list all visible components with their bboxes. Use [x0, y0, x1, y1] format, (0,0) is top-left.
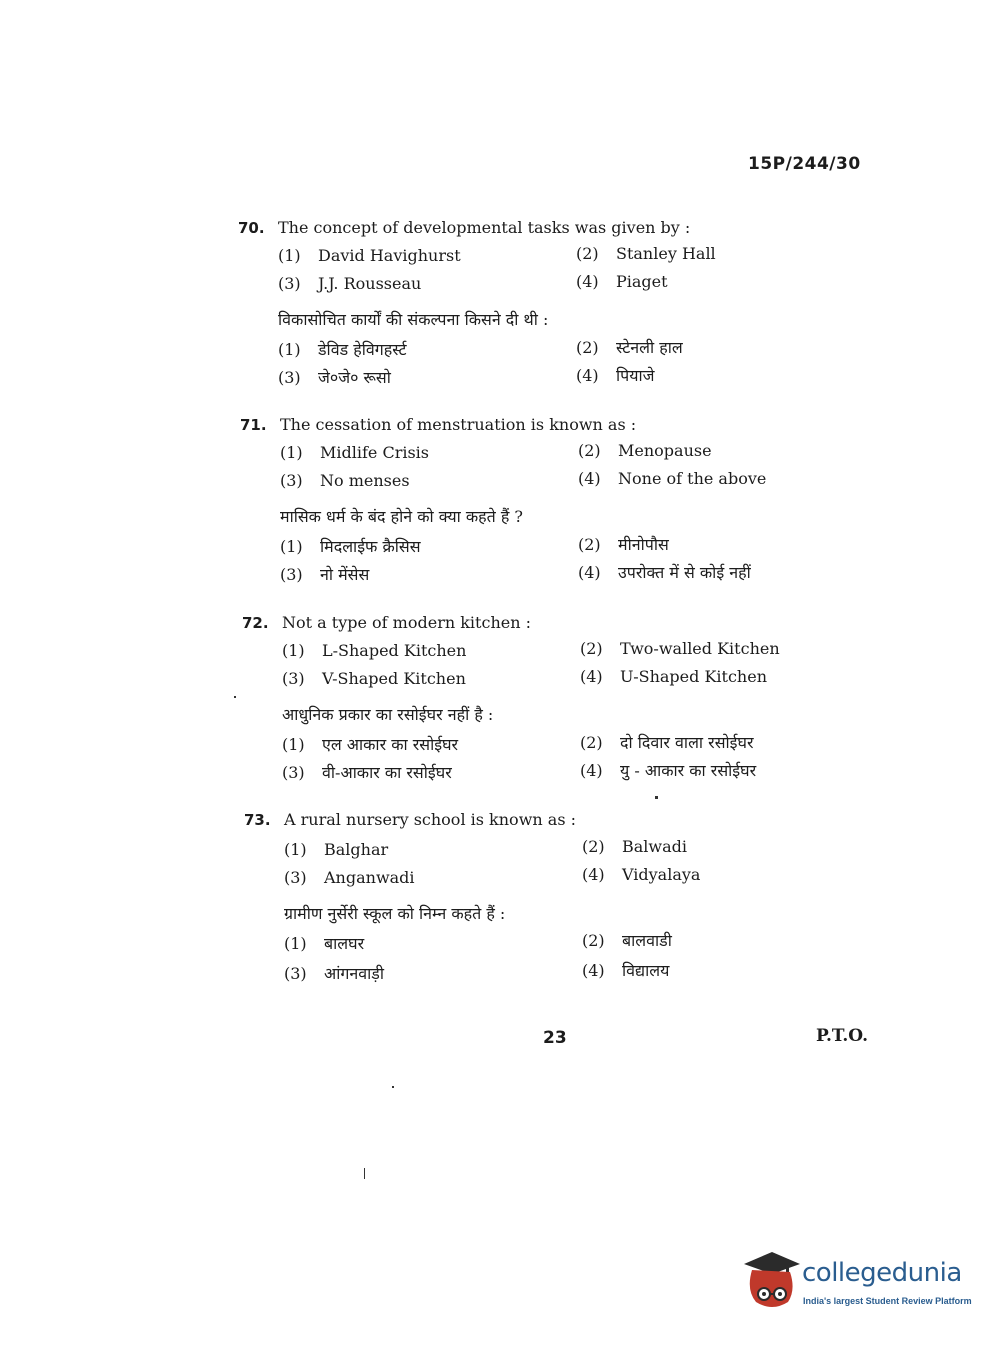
scan-speck	[234, 696, 236, 698]
option-en-1: (1) David Havighurst	[278, 246, 461, 265]
option-en-2: (2) Two-walled Kitchen	[580, 639, 780, 658]
option-en-4: (4) None of the above	[578, 469, 767, 488]
question-stem-hi: आधुनिक प्रकार का रसोईघर नहीं है :	[282, 705, 494, 724]
brand-tagline: India's largest Student Review Platform	[803, 1296, 972, 1306]
option-hi-4: (4) यु - आकार का रसोईघर	[580, 761, 757, 780]
question-70	[238, 218, 858, 388]
question-stem-en: Not a type of modern kitchen :	[282, 613, 531, 632]
pto-label: P.T.O.	[816, 1026, 868, 1046]
option-hi-3: (3) वी-आकार का रसोईघर	[282, 763, 452, 782]
question-number: 70.	[238, 219, 265, 237]
option-en-4: (4) U-Shaped Kitchen	[580, 667, 767, 686]
option-hi-2: (2) मीनोपौस	[578, 535, 669, 554]
option-hi-3: (3) नो मेंसेस	[280, 565, 370, 584]
option-hi-1: (1) एल आकार का रसोईघर	[282, 735, 459, 754]
question-72	[242, 613, 862, 783]
option-en-3: (3) No menses	[280, 471, 410, 490]
option-hi-4: (4) पियाजे	[576, 366, 655, 385]
option-hi-3: (3) जे०जे० रूसो	[278, 368, 391, 387]
question-stem-en: The concept of developmental tasks was given by :	[278, 218, 691, 237]
option-hi-4: (4) विद्यालय	[582, 961, 670, 980]
paper-code: 15P/244/30	[748, 154, 861, 174]
option-en-3: (3) V-Shaped Kitchen	[282, 669, 466, 688]
option-hi-4: (4) उपरोक्त में से कोई नहीं	[578, 563, 751, 582]
watermark-logo	[742, 1250, 972, 1320]
page-number: 23	[543, 1028, 567, 1048]
question-stem-en: The cessation of menstruation is known as :	[280, 415, 637, 434]
question-73	[244, 810, 864, 985]
option-en-2: (2) Stanley Hall	[576, 244, 716, 263]
question-stem-hi: विकासोचित कार्यों की संकल्पना किसने दी थी :	[278, 310, 549, 329]
option-hi-3: (3) आंगनवाड़ी	[284, 964, 384, 983]
option-hi-1: (1) बालघर	[284, 934, 365, 953]
question-71	[240, 415, 860, 585]
option-en-2: (2) Menopause	[578, 441, 712, 460]
option-en-3: (3) Anganwadi	[284, 868, 415, 887]
option-hi-1: (1) मिदलाईफ क्रैसिस	[280, 537, 421, 556]
option-hi-2: (2) बालवाडी	[582, 931, 672, 950]
option-en-1: (1) Balghar	[284, 840, 389, 859]
question-stem-en: A rural nursery school is known as :	[284, 810, 576, 829]
option-en-4: (4) Piaget	[576, 272, 668, 291]
question-stem-hi: ग्रामीण नुर्सेरी स्कूल को निम्न कहते हैं :	[284, 904, 506, 923]
option-en-2: (2) Balwadi	[582, 837, 688, 856]
option-en-4: (4) Vidyalaya	[582, 865, 701, 884]
question-stem-hi: मासिक धर्म के बंद होने को क्या कहते हैं ?	[280, 507, 523, 526]
option-hi-2: (2) दो दिवार वाला रसोईघर	[580, 733, 754, 752]
brand-name: collegedunia	[802, 1258, 962, 1288]
option-hi-1: (1) डेविड हेविगहर्स्ट	[278, 340, 407, 359]
scan-speck	[392, 1086, 394, 1088]
option-en-1: (1) Midlife Crisis	[280, 443, 429, 462]
scan-speck	[364, 1168, 365, 1179]
question-number: 73.	[244, 811, 271, 829]
scan-speck	[655, 796, 658, 799]
question-number: 72.	[242, 614, 269, 632]
graduate-mascot-icon	[742, 1250, 802, 1314]
option-en-1: (1) L-Shaped Kitchen	[282, 641, 467, 660]
question-number: 71.	[240, 416, 267, 434]
option-en-3: (3) J.J. Rousseau	[278, 274, 422, 293]
option-hi-2: (2) स्टेनली हाल	[576, 338, 683, 357]
